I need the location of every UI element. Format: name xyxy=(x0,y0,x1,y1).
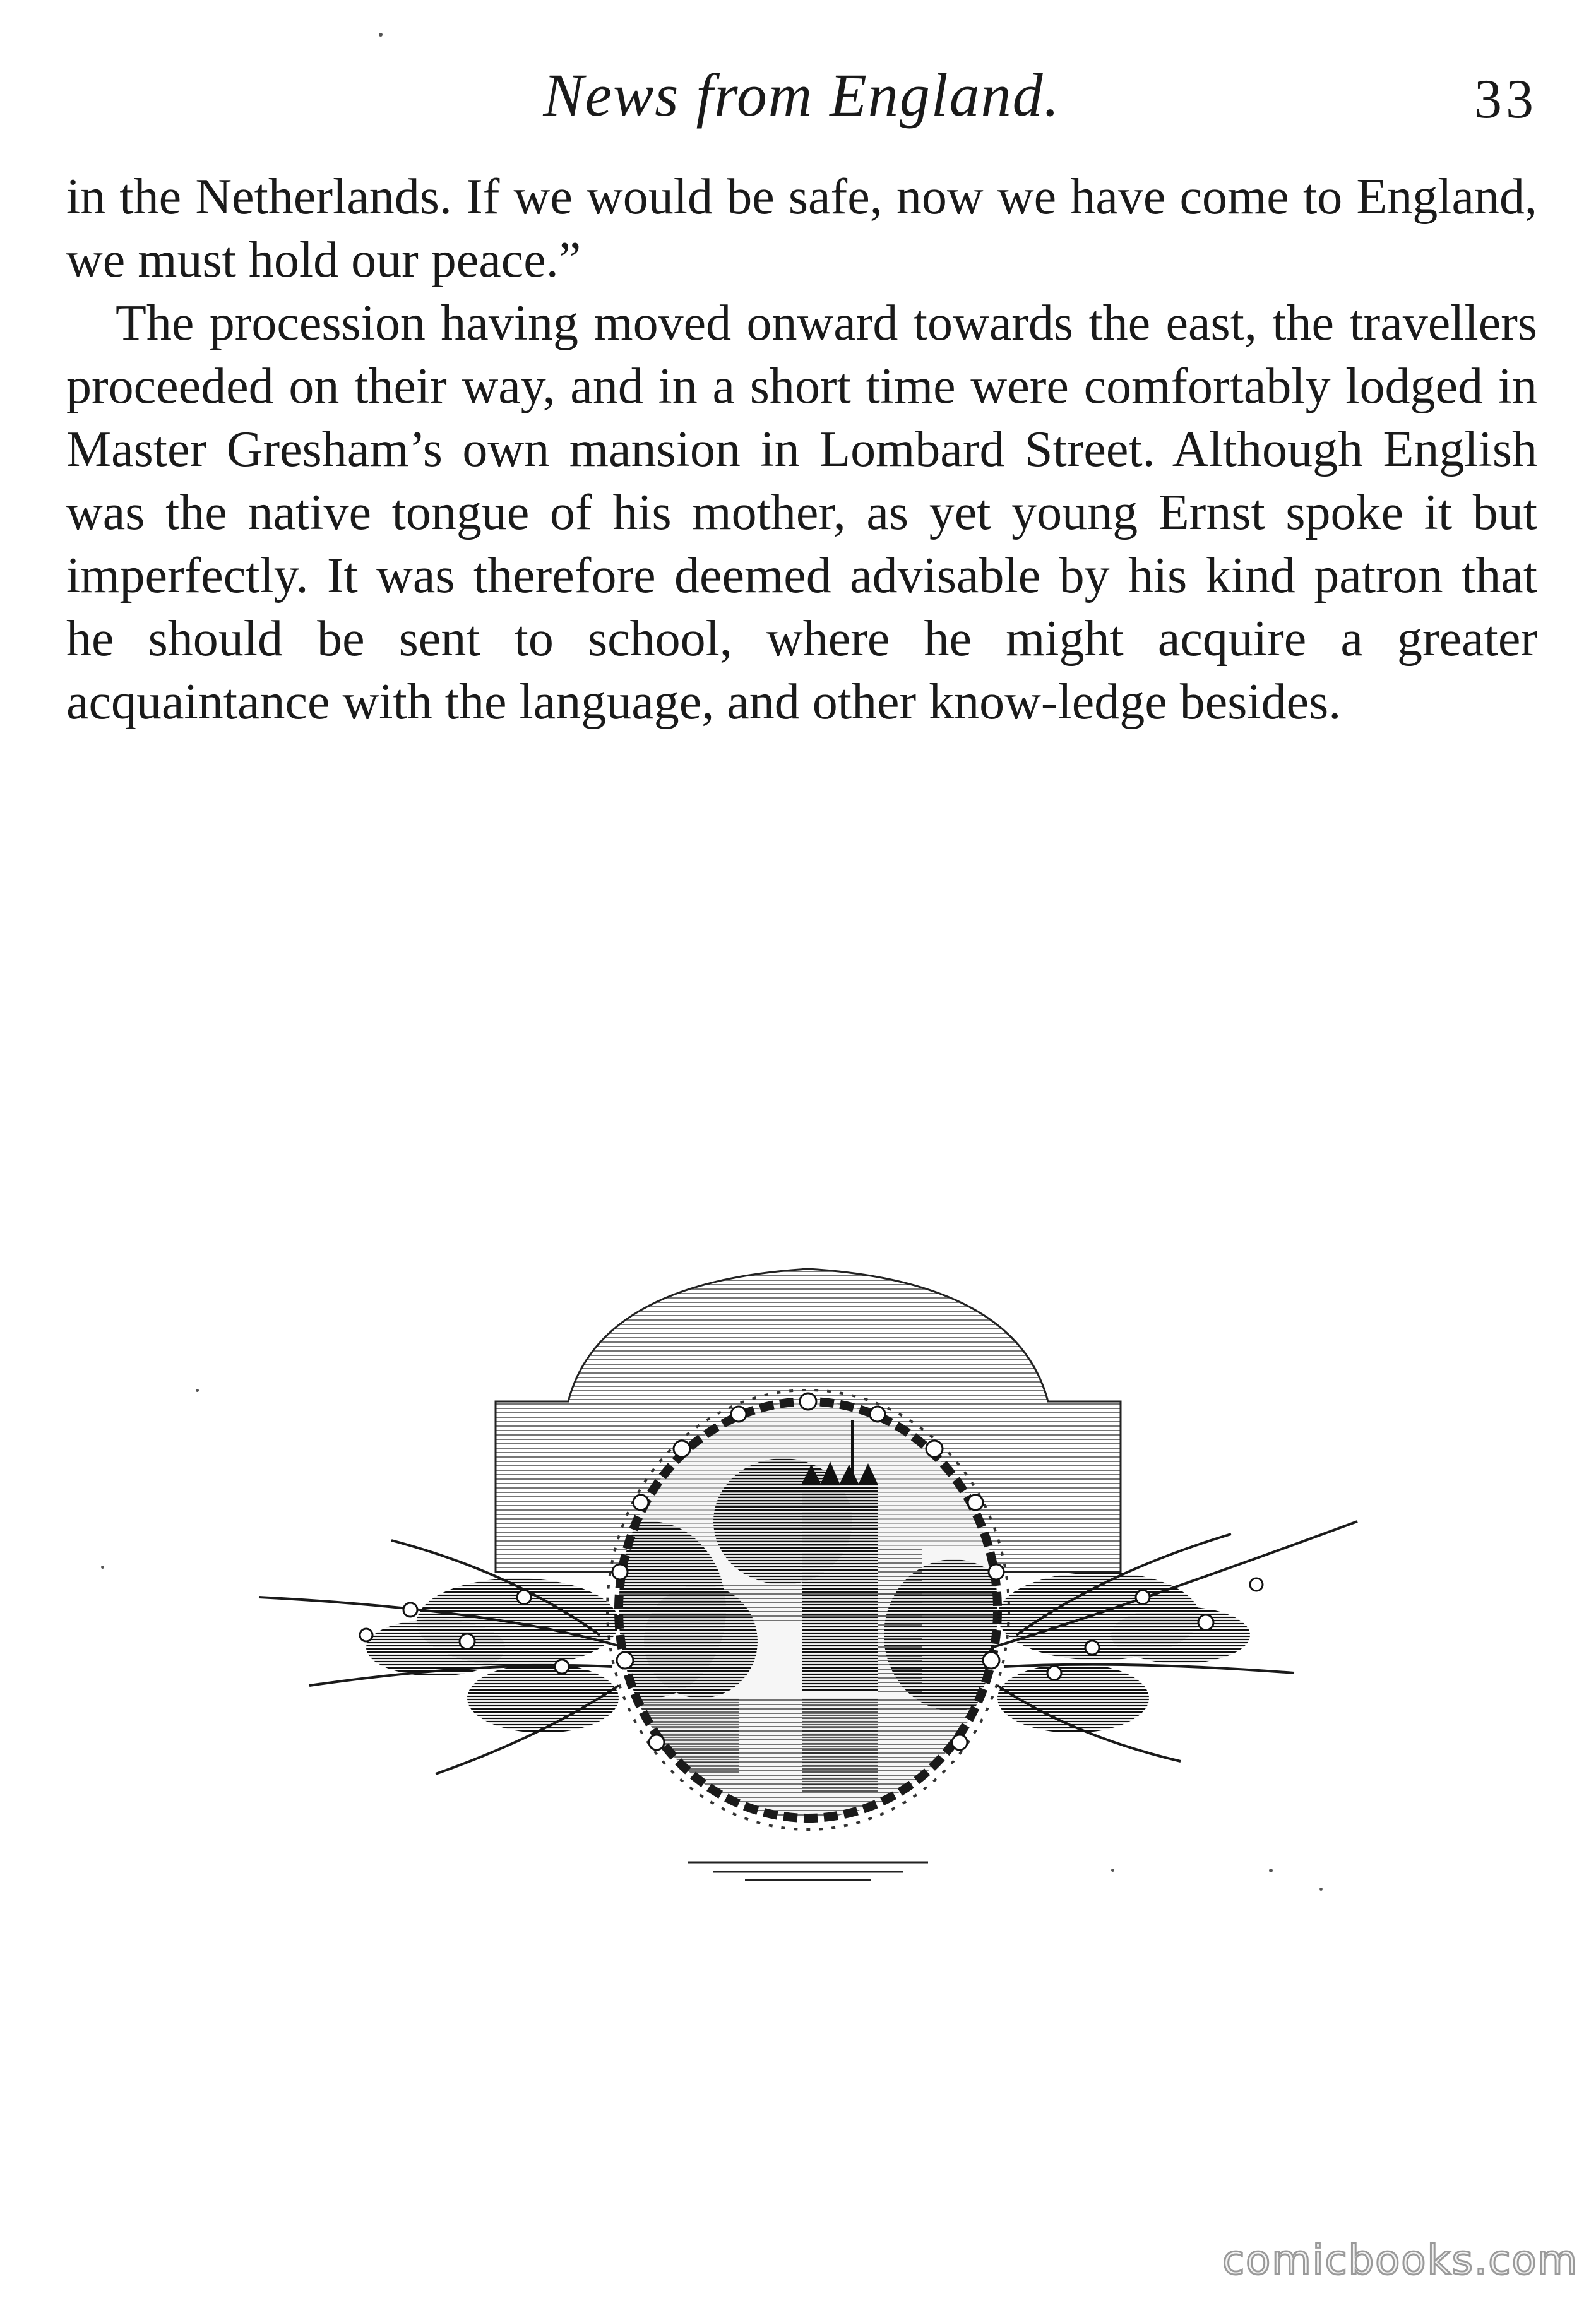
running-head xyxy=(66,60,1537,136)
ink-speck xyxy=(1111,1869,1114,1872)
watermark: comicbooks.com xyxy=(1222,2237,1578,2284)
ink-speck xyxy=(196,1389,199,1392)
page-number: 33 xyxy=(1474,69,1537,130)
ink-speck xyxy=(101,1566,104,1569)
ink-speck xyxy=(379,33,383,37)
paragraph-procession: The procession having moved onward towards the east, the travellers proceeded on their way, and in a short time were comfortably lodged in Master Gresham’s own mansion in Lombard Street. Although English was the native tongue of his mother, as yet young Ernst spoke it but imperfectly. It was therefore deemed advisable by his kind patron that he should be sent to school, where he might acquire a greater acquaintance with the language, and other know-ledge besides. xyxy=(66,295,1537,730)
engraved-church-vignette-icon xyxy=(246,1256,1370,1888)
ink-speck xyxy=(1269,1869,1273,1872)
running-title: News from England. xyxy=(543,61,1061,129)
body-text xyxy=(66,165,1537,734)
paragraph-continued: in the Netherlands. If we would be safe, now we have come to England, we must hold our peace.” xyxy=(66,169,1537,288)
ink-speck xyxy=(1319,1888,1323,1891)
